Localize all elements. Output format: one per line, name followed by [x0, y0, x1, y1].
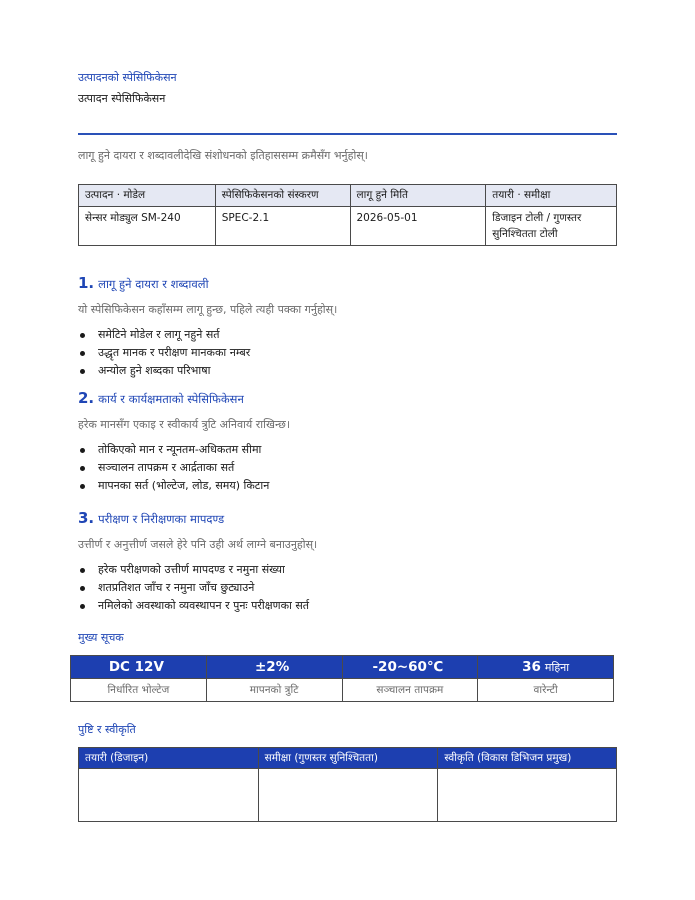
- meta-value-row: [79, 207, 617, 246]
- document-intro: लागू हुने दायरा र शब्दावलीदेखि संशोधनको इतिहाससम्म क्रमैसँग भर्नुहोस्।: [78, 149, 368, 162]
- section-2-number: 2.: [78, 389, 95, 407]
- list-item: शतप्रतिशत जाँच र नमुना जाँच छुट्याउने: [78, 579, 309, 597]
- kpi-unit: महिना: [544, 660, 570, 674]
- list-item: हरेक परीक्षणको उत्तीर्ण मापदण्ड र नमुना संख्या: [78, 561, 309, 579]
- signature-box-approved[interactable]: [438, 769, 617, 822]
- approval-header-reviewed: समीक्षा (गुणस्तर सुनिश्चितता): [258, 748, 438, 769]
- approval-header-row: [79, 748, 617, 769]
- approval-header-approved: स्वीकृति (विकास डिभिजन प्रमुख): [438, 748, 617, 769]
- section-2-title: कार्य र कार्यक्षमताको स्पेसिफिकेसन: [98, 392, 244, 406]
- approval-table: [78, 747, 617, 822]
- kpi-title: मुख्य सूचक: [78, 631, 124, 644]
- section-2-list: [78, 441, 269, 495]
- approval-title: पुष्टि र स्वीकृति: [78, 723, 136, 736]
- list-item: अन्योल हुने शब्दका परिभाषा: [78, 362, 250, 380]
- meta-header-effective-date: लागू हुने मिति: [350, 185, 486, 207]
- section-1-heading: [78, 274, 209, 292]
- document-title: उत्पादन स्पेसिफिकेसन: [78, 92, 166, 105]
- meta-value-effective-date: 2026-05-01: [350, 207, 486, 246]
- approval-signature-row: [79, 769, 617, 822]
- kpi-label: वारेन्टी: [478, 678, 613, 701]
- meta-value-version: SPEC-2.1: [215, 207, 350, 246]
- section-1-number: 1.: [78, 274, 95, 292]
- document-kicker: उत्पादनको स्पेसिफिकेसन: [78, 71, 177, 84]
- kpi-strip: [70, 655, 614, 702]
- section-1-description: यो स्पेसिफिकेसन कहाँसम्म लागू हुन्छ, पहिले त्यही पक्का गर्नुहोस्।: [78, 303, 338, 316]
- kpi-rated-voltage: [71, 656, 207, 701]
- kpi-warranty: [478, 656, 613, 701]
- kpi-label: मापनको त्रुटि: [207, 678, 342, 701]
- list-item: नमिलेको अवस्थाको व्यवस्थापन र पुनः परीक्षणका सर्त: [78, 597, 309, 615]
- meta-header-version: स्पेसिफिकेसनको संस्करण: [215, 185, 350, 207]
- header-divider: [78, 133, 617, 135]
- kpi-value: DC 12V: [108, 659, 164, 675]
- kpi-operating-temperature: [343, 656, 479, 701]
- kpi-value: 36: [522, 659, 541, 675]
- meta-value-prepared-reviewed: डिजाइन टोली / गुणस्तर सुनिश्चितता टोली: [486, 207, 617, 246]
- signature-box-prepared[interactable]: [79, 769, 259, 822]
- list-item: समेटिने मोडेल र लागू नहुने सर्त: [78, 326, 250, 344]
- kpi-label: सञ्चालन तापक्रम: [343, 678, 478, 701]
- section-3-description: उत्तीर्ण र अनुत्तीर्ण जसले हेरे पनि उही अर्थ लाग्ने बनाउनुहोस्।: [78, 538, 318, 551]
- list-item: तोकिएको मान र न्यूनतम-अधिकतम सीमा: [78, 441, 269, 459]
- meta-header-row: [79, 185, 617, 207]
- list-item: मापनका सर्त (भोल्टेज, लोड, समय) किटान: [78, 477, 269, 495]
- meta-header-prepared-reviewed: तयारी · समीक्षा: [486, 185, 617, 207]
- section-3-number: 3.: [78, 509, 95, 527]
- kpi-value: ±2%: [255, 659, 290, 675]
- kpi-label: निर्धारित भोल्टेज: [71, 678, 206, 701]
- list-item: उद्धृत मानक र परीक्षण मानकका नम्बर: [78, 344, 250, 362]
- section-1-title: लागू हुने दायरा र शब्दावली: [98, 277, 209, 291]
- kpi-measurement-error: [207, 656, 343, 701]
- list-item: सञ्चालन तापक्रम र आर्द्रताका सर्त: [78, 459, 269, 477]
- section-1-list: [78, 326, 250, 380]
- approval-header-prepared: तयारी (डिजाइन): [79, 748, 259, 769]
- meta-header-product: उत्पादन · मोडेल: [79, 185, 216, 207]
- section-2-heading: [78, 389, 244, 407]
- section-3-heading: [78, 509, 224, 527]
- document-meta-table: [78, 184, 617, 246]
- signature-box-reviewed[interactable]: [258, 769, 438, 822]
- section-3-list: [78, 561, 309, 615]
- kpi-value: -20~60℃: [372, 659, 444, 675]
- section-3-title: परीक्षण र निरीक्षणका मापदण्ड: [98, 512, 225, 526]
- section-2-description: हरेक मानसँग एकाइ र स्वीकार्य त्रुटि अनिवार्य राखिन्छ।: [78, 418, 291, 431]
- meta-value-product: सेन्सर मोड्युल SM-240: [79, 207, 216, 246]
